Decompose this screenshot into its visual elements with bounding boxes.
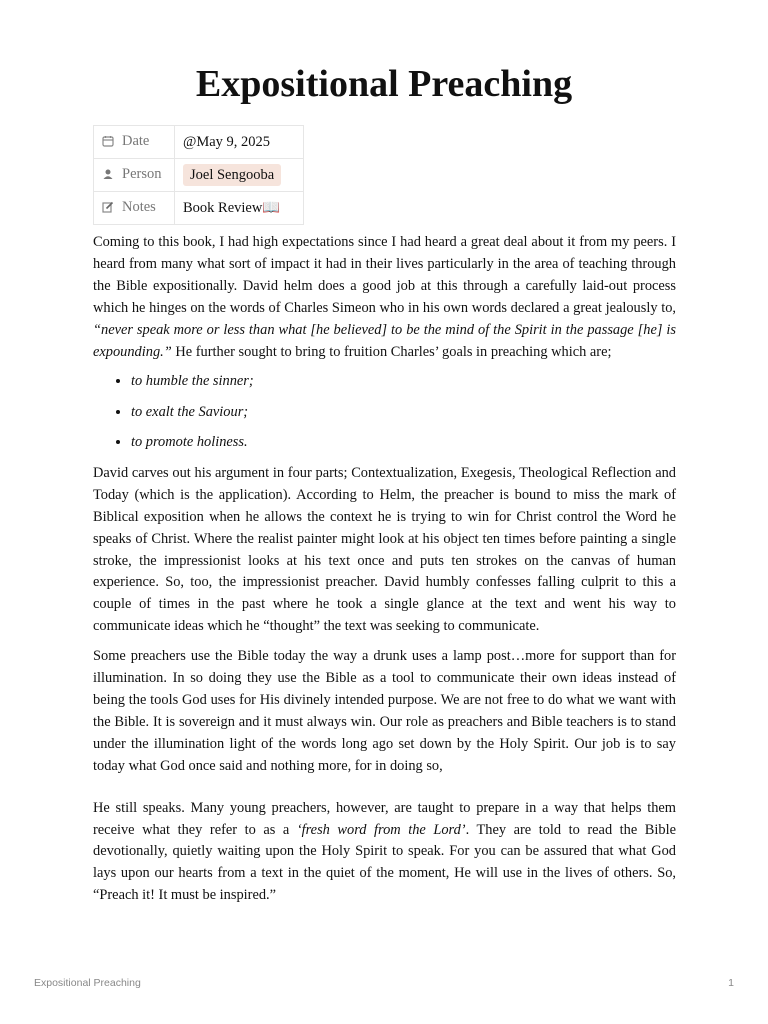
person-tag[interactable]: Joel Sengooba — [183, 164, 281, 186]
calendar-icon — [102, 135, 116, 152]
paragraph-text: Coming to this book, I had high expectations since I had heard a great deal about it from my peers. I heard from many what sort of impact it had in their lives particularly in the area of teaching through the Bible expositionally. David helm does a good job at this through a carefully laid-out process which he hinges on the words of Charles Simeon who in his own words declared a great jealously to, — [93, 234, 676, 316]
property-key — [94, 159, 175, 192]
paragraph-text: He further sought to bring to fruition Charles’ goals in preaching which are; — [171, 343, 612, 360]
list-item: • to promote holiness. — [131, 432, 676, 454]
preaching-goals-list — [93, 371, 676, 454]
property-key-label: Notes — [122, 198, 156, 215]
property-key — [94, 192, 175, 225]
property-row-person — [94, 159, 304, 192]
paragraph-text: He still speaks. Many young preachers, however, are taught to prepare in a way that helps them receive what they refer to as a — [93, 799, 676, 838]
property-value-date[interactable]: @May 9, 2025 — [175, 126, 304, 159]
list-item: • to humble the sinner; — [131, 371, 676, 393]
property-key — [94, 126, 175, 159]
list-item: • to exalt the Saviour; — [131, 402, 676, 424]
property-value-notes[interactable]: Book Review📖 — [175, 192, 304, 225]
paragraph: David carves out his argument in four parts; Contextualization, Exegesis, Theological Reflection and Today (which is the application). According to Helm, the preacher is bound to miss the mark of Biblical exposition when he allows the context he is trying to win for Christ control the Word he speaks of Christ. Where the realist painter might look at his object ten times before painting a single stroke, the impressionist looks at his text once and puts ten strokes on the canvas of human experience. So, too, the impressionist preacher. David humbly confesses falling culprit to this a couple of times in the past where he took a single glance at the text and went his way to communicate ideas which he “thought” the text was seeking to communicate. — [93, 464, 676, 635]
properties-table — [93, 125, 304, 225]
fresh-word-quote: ‘fresh word from the Lord’ — [296, 821, 466, 838]
page-content — [93, 232, 676, 915]
property-key-label: Person — [122, 165, 162, 182]
simeon-quote: “never speak more or less than what [he believed] to be the mind of the Spirit in the passage [he] is expounding.” — [93, 321, 676, 360]
footer-title: Expositional Preaching — [34, 977, 141, 989]
paragraph — [93, 232, 676, 363]
property-key-label: Date — [122, 132, 150, 149]
property-row-date — [94, 126, 304, 159]
page-number: 1 — [728, 977, 734, 989]
paragraph — [93, 798, 676, 908]
paragraph-text: . They are told to read the Bible devotionally, quietly waiting upon the Holy Spirit to speak. For you can be assured that what God lays upon our hearts from a text in the quiet of the moment, He will use in the lives of others. So, “Preach it! It must be inspired.” — [93, 821, 676, 904]
paragraph: Some preachers use the Bible today the way a drunk uses a lamp post…more for support than for illumination. In so doing they use the Bible as a tool to communicate their own ideas instead of being the tools God uses for His divinely intended purpose. We are not free to do what we want with the Bible. It is sovereign and it must always win. Our role as preachers and Bible teachers is to stand under the illumination light of the words long ago set down by the Holy Spirit. Our job is to say today what God once said and nothing more, for in doing so, — [93, 648, 676, 774]
edit-icon — [102, 201, 116, 218]
person-icon — [102, 168, 116, 185]
property-value-person[interactable] — [175, 159, 304, 192]
page-title: Expositional Preaching — [195, 63, 573, 105]
property-row-notes — [94, 192, 304, 225]
